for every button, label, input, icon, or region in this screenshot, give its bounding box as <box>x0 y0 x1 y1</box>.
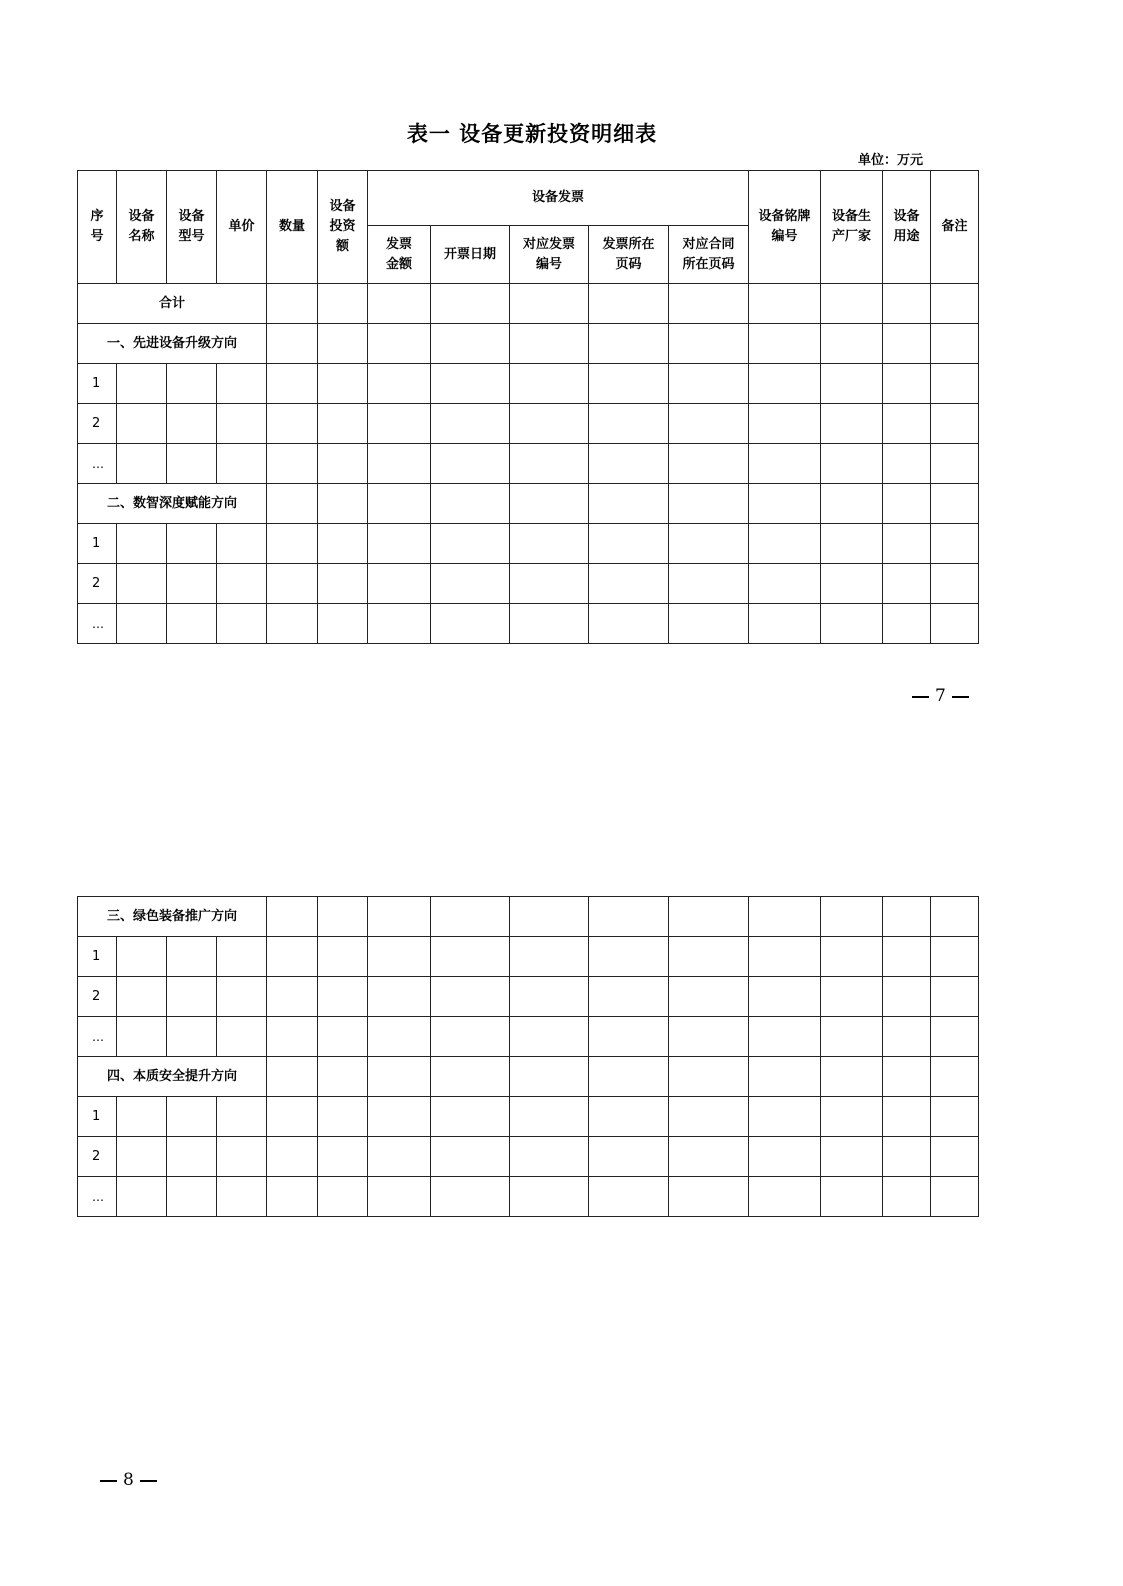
table-cell <box>669 604 749 644</box>
table-cell <box>931 444 979 484</box>
table-cell <box>510 284 589 324</box>
table-cell <box>883 364 931 404</box>
header-invoice-group: 设备发票 <box>368 171 749 226</box>
table-cell <box>368 404 431 444</box>
table-cell <box>368 324 431 364</box>
table-cell <box>669 364 749 404</box>
row-index: 2 <box>78 564 117 604</box>
table-cell <box>217 404 267 444</box>
header-investment: 设备 投资 额 <box>318 171 368 284</box>
table-cell <box>510 604 589 644</box>
table-cell <box>431 897 510 937</box>
table-cell <box>368 1177 431 1217</box>
table-cell <box>589 1057 669 1097</box>
table-cell <box>931 1057 979 1097</box>
table-cell <box>431 1097 510 1137</box>
table-cell <box>589 404 669 444</box>
table-cell <box>117 364 167 404</box>
table-cell <box>931 1137 979 1177</box>
table-cell <box>318 324 368 364</box>
table-cell <box>510 977 589 1017</box>
investment-detail-table <box>77 170 979 644</box>
table-cell <box>318 1057 368 1097</box>
table-cell <box>117 444 167 484</box>
table-cell <box>267 404 318 444</box>
total-row <box>78 284 979 324</box>
table-cell <box>669 1137 749 1177</box>
table-cell <box>589 1017 669 1057</box>
table-cell <box>368 897 431 937</box>
section-row <box>78 897 979 937</box>
table-cell <box>749 1057 821 1097</box>
table-cell <box>431 977 510 1017</box>
table-cell <box>267 1057 318 1097</box>
table-cell <box>431 1177 510 1217</box>
table-cell <box>883 284 931 324</box>
table-cell <box>749 324 821 364</box>
row-index: 1 <box>78 364 117 404</box>
table-cell <box>267 1097 318 1137</box>
table-cell <box>267 564 318 604</box>
table-cell <box>669 404 749 444</box>
table-cell <box>749 284 821 324</box>
table-cell <box>669 524 749 564</box>
table-cell <box>368 284 431 324</box>
table-cell <box>821 1137 883 1177</box>
table-cell <box>431 364 510 404</box>
section-row <box>78 324 979 364</box>
table-cell <box>368 937 431 977</box>
table-cell <box>821 524 883 564</box>
table-cell <box>931 1017 979 1057</box>
section-label: 四、本质安全提升方向 <box>78 1057 267 1097</box>
table-cell <box>318 604 368 644</box>
page-number-8: 8 <box>94 1470 163 1490</box>
table-cell <box>931 937 979 977</box>
table-cell <box>589 524 669 564</box>
table-cell <box>821 1097 883 1137</box>
table-cell <box>117 1017 167 1057</box>
table-cell <box>821 1017 883 1057</box>
table-cell <box>368 1057 431 1097</box>
table-cell <box>821 364 883 404</box>
row-index: 1 <box>78 1097 117 1137</box>
table-cell <box>931 897 979 937</box>
table-cell <box>267 484 318 524</box>
table-cell <box>821 897 883 937</box>
table-cell <box>669 977 749 1017</box>
row-index: 1 <box>78 524 117 564</box>
table-cell <box>117 977 167 1017</box>
page-number-7: 7 <box>906 686 975 706</box>
table-cell <box>669 484 749 524</box>
table-cell <box>749 1097 821 1137</box>
table-cell <box>117 937 167 977</box>
table-cell <box>749 364 821 404</box>
table-cell <box>749 564 821 604</box>
table-cell <box>368 444 431 484</box>
table-cell <box>267 897 318 937</box>
table-title: 表一 设备更新投资明细表 <box>406 122 658 146</box>
table-cell <box>167 1097 217 1137</box>
table-cell <box>883 937 931 977</box>
table-cell <box>368 1097 431 1137</box>
table-cell <box>318 977 368 1017</box>
table-cell <box>749 1017 821 1057</box>
table-cell <box>318 284 368 324</box>
row-index: 2 <box>78 404 117 444</box>
unit-label: 单位：万元 <box>858 153 924 168</box>
table-cell <box>883 444 931 484</box>
table-cell <box>510 1057 589 1097</box>
table-cell <box>821 284 883 324</box>
table-cell <box>510 1177 589 1217</box>
table-cell <box>589 564 669 604</box>
table-cell <box>669 444 749 484</box>
table-cell <box>217 1017 267 1057</box>
table-cell <box>883 564 931 604</box>
header-invoice-page: 发票所在 页码 <box>589 226 669 284</box>
table-cell <box>931 284 979 324</box>
table-cell <box>431 524 510 564</box>
table-cell <box>589 1137 669 1177</box>
table-cell <box>318 1097 368 1137</box>
table-cell <box>821 324 883 364</box>
table-cell <box>931 484 979 524</box>
table-cell <box>669 1177 749 1217</box>
table-cell <box>217 1137 267 1177</box>
table-cell <box>167 977 217 1017</box>
table-cell <box>431 484 510 524</box>
table-cell <box>431 937 510 977</box>
table-cell <box>267 977 318 1017</box>
table-cell <box>510 1097 589 1137</box>
table-cell <box>267 324 318 364</box>
table-cell <box>368 604 431 644</box>
table-cell <box>669 937 749 977</box>
table-cell <box>217 937 267 977</box>
table-cell <box>510 564 589 604</box>
table-cell <box>117 1097 167 1137</box>
table-cell <box>883 977 931 1017</box>
table-cell <box>749 977 821 1017</box>
header-nameplate: 设备铭牌 编号 <box>749 171 821 284</box>
table-cell <box>821 404 883 444</box>
table-cell <box>431 404 510 444</box>
table-cell <box>749 604 821 644</box>
table-cell <box>431 444 510 484</box>
table-cell <box>669 1017 749 1057</box>
table-cell <box>368 1137 431 1177</box>
table-cell <box>510 937 589 977</box>
table-cell <box>167 524 217 564</box>
table-cell <box>318 1137 368 1177</box>
table-cell <box>318 1177 368 1217</box>
table-cell <box>821 977 883 1017</box>
table-row <box>78 564 979 604</box>
table-cell <box>167 1017 217 1057</box>
table-cell <box>117 1177 167 1217</box>
table-cell <box>117 1137 167 1177</box>
table-cell <box>167 404 217 444</box>
table-cell <box>883 1137 931 1177</box>
table-cell <box>431 1017 510 1057</box>
header-invoice-date: 开票日期 <box>431 226 510 284</box>
header-invoice-number: 对应发票 编号 <box>510 226 589 284</box>
table-cell <box>217 604 267 644</box>
table-cell <box>931 1097 979 1137</box>
table-cell <box>749 1137 821 1177</box>
table-cell <box>167 937 217 977</box>
row-index: … <box>78 444 117 484</box>
row-index: 2 <box>78 977 117 1017</box>
row-index: 2 <box>78 1137 117 1177</box>
header-contract-page: 对应合同 所在页码 <box>669 226 749 284</box>
table-cell <box>749 484 821 524</box>
table-cell <box>589 364 669 404</box>
table-cell <box>318 524 368 564</box>
table-cell <box>821 1177 883 1217</box>
table-cell <box>318 484 368 524</box>
table-cell <box>749 897 821 937</box>
table-cell <box>883 524 931 564</box>
table-cell <box>431 1137 510 1177</box>
table-row <box>78 604 979 644</box>
header-invoice-amount: 发票 金额 <box>368 226 431 284</box>
table-cell <box>883 897 931 937</box>
table-cell <box>431 604 510 644</box>
table-cell <box>318 404 368 444</box>
table-cell <box>368 364 431 404</box>
section-label: 三、绿色装备推广方向 <box>78 897 267 937</box>
table-cell <box>368 1017 431 1057</box>
table-cell <box>589 284 669 324</box>
table-cell <box>318 364 368 404</box>
section-label: 一、先进设备升级方向 <box>78 324 267 364</box>
table-cell <box>669 897 749 937</box>
total-label: 合计 <box>78 284 267 324</box>
header-equipment-model: 设备 型号 <box>167 171 217 284</box>
table-cell <box>267 937 318 977</box>
table-cell <box>821 604 883 644</box>
row-index: … <box>78 1177 117 1217</box>
table-cell <box>931 564 979 604</box>
table-cell <box>883 484 931 524</box>
table-cell <box>431 564 510 604</box>
table-cell <box>267 364 318 404</box>
table-cell <box>217 364 267 404</box>
table-cell <box>510 324 589 364</box>
table-cell <box>217 444 267 484</box>
table-cell <box>431 324 510 364</box>
table-cell <box>117 564 167 604</box>
table-cell <box>669 284 749 324</box>
table-cell <box>821 1057 883 1097</box>
table-row <box>78 937 979 977</box>
table-cell <box>749 444 821 484</box>
table-cell <box>883 404 931 444</box>
table-cell <box>883 1177 931 1217</box>
table-cell <box>589 977 669 1017</box>
table-cell <box>669 1097 749 1137</box>
table-cell <box>510 444 589 484</box>
investment-detail-table-continued <box>77 896 979 1217</box>
table-cell <box>931 404 979 444</box>
table-cell <box>267 604 318 644</box>
table-cell <box>510 484 589 524</box>
row-index: … <box>78 1017 117 1057</box>
table-cell <box>117 524 167 564</box>
table-cell <box>368 564 431 604</box>
table-cell <box>217 1097 267 1137</box>
table-row <box>78 1017 979 1057</box>
table-cell <box>267 1177 318 1217</box>
table-cell <box>589 604 669 644</box>
table-cell <box>510 524 589 564</box>
section-label: 二、数智深度赋能方向 <box>78 484 267 524</box>
table-cell <box>821 937 883 977</box>
table-cell <box>368 524 431 564</box>
table-cell <box>589 1097 669 1137</box>
table-cell <box>431 1057 510 1097</box>
table-cell <box>931 524 979 564</box>
table-cell <box>217 524 267 564</box>
table-row <box>78 1097 979 1137</box>
row-index: 1 <box>78 937 117 977</box>
table-cell <box>821 444 883 484</box>
table-cell <box>267 524 318 564</box>
table-cell <box>267 444 318 484</box>
table-cell <box>510 1137 589 1177</box>
table-cell <box>589 324 669 364</box>
table-cell <box>883 1057 931 1097</box>
table-cell <box>167 564 217 604</box>
table-cell <box>883 1097 931 1137</box>
table-cell <box>267 1017 318 1057</box>
table-cell <box>167 604 217 644</box>
table-cell <box>167 364 217 404</box>
table-cell <box>267 1137 318 1177</box>
table-row <box>78 404 979 444</box>
table-row <box>78 1137 979 1177</box>
table-cell <box>318 564 368 604</box>
table-cell <box>589 937 669 977</box>
section-row <box>78 1057 979 1097</box>
table-cell <box>883 604 931 644</box>
table-cell <box>267 284 318 324</box>
table-cell <box>883 1017 931 1057</box>
table-cell <box>431 284 510 324</box>
table-cell <box>589 484 669 524</box>
table-row <box>78 977 979 1017</box>
table-cell <box>368 977 431 1017</box>
table-cell <box>821 484 883 524</box>
table-cell <box>510 404 589 444</box>
table-cell <box>117 604 167 644</box>
table-cell <box>749 937 821 977</box>
table-cell <box>368 484 431 524</box>
table-cell <box>510 1017 589 1057</box>
table-cell <box>669 1057 749 1097</box>
table-cell <box>217 1177 267 1217</box>
table-cell <box>749 524 821 564</box>
table-row <box>78 364 979 404</box>
table-cell <box>589 1177 669 1217</box>
table-cell <box>883 324 931 364</box>
header-manufacturer: 设备生 产厂家 <box>821 171 883 284</box>
table-cell <box>167 1137 217 1177</box>
header-remark: 备注 <box>931 171 979 284</box>
header-usage: 设备 用途 <box>883 171 931 284</box>
table-cell <box>669 564 749 604</box>
table-cell <box>217 977 267 1017</box>
table-cell <box>669 324 749 364</box>
table-cell <box>749 1177 821 1217</box>
row-index: … <box>78 604 117 644</box>
table-cell <box>167 444 217 484</box>
table-cell <box>318 1017 368 1057</box>
header-index: 序 号 <box>78 171 117 284</box>
table-cell <box>510 897 589 937</box>
table-row <box>78 1177 979 1217</box>
table-cell <box>217 564 267 604</box>
table-cell <box>931 364 979 404</box>
table-row <box>78 444 979 484</box>
table-cell <box>318 444 368 484</box>
table-cell <box>931 1177 979 1217</box>
table-cell <box>318 897 368 937</box>
header-quantity: 数量 <box>267 171 318 284</box>
table-cell <box>318 937 368 977</box>
header-unit-price: 单价 <box>217 171 267 284</box>
table-cell <box>167 1177 217 1217</box>
section-row <box>78 484 979 524</box>
table-row <box>78 524 979 564</box>
table-cell <box>749 404 821 444</box>
table-cell <box>117 404 167 444</box>
table-cell <box>821 564 883 604</box>
table-cell <box>589 444 669 484</box>
table-cell <box>931 324 979 364</box>
header-equipment-name: 设备 名称 <box>117 171 167 284</box>
table-cell <box>510 364 589 404</box>
table-cell <box>931 604 979 644</box>
table-cell <box>589 897 669 937</box>
table-cell <box>931 977 979 1017</box>
